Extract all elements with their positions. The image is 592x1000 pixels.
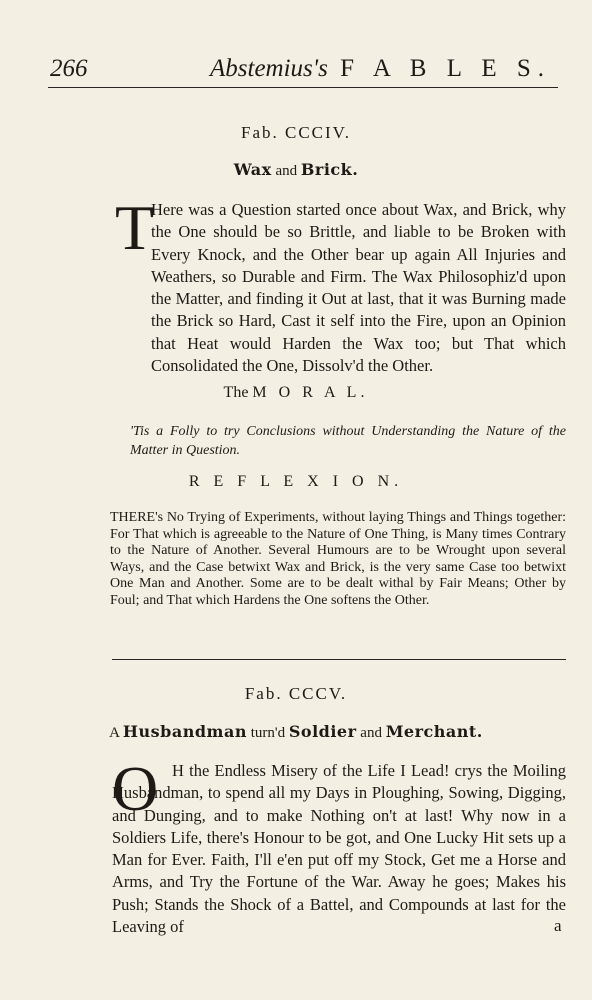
fable-body-text: H the Endless Misery of the Life I Lead! crys the Moiling Husbandman, to spend all my Days in Ploughing, Sowing, Digging, and Dunging, and to make Nothing on't at last! Why now in a Soldiers Life, there's Honour to be got, and One Lucky Hit sets up a Man for Ever. Faith, I'll e'en put off my Stock, Get me a Horse and Arms, and Try the Fortune of the War. Away he goes; Makes his Push; Stands the Shock of a Battel, and Compounds at last for the Leaving of (112, 761, 566, 937)
fable-title-article: A (109, 725, 120, 741)
fable-title-word: Merchant. (385, 722, 483, 741)
running-title-author: Abstemius's (210, 55, 328, 82)
fable-title-turnd: turn'd (250, 725, 286, 741)
fable-title-word: Husbandman (122, 722, 247, 741)
fable-title-word: Wax (233, 160, 272, 179)
fable-title-and: and (275, 163, 298, 179)
drop-cap: O (112, 753, 159, 824)
running-head (50, 55, 556, 85)
fable-title-word: Brick. (300, 160, 359, 179)
fable-body (151, 199, 566, 377)
fable-title (0, 160, 592, 180)
fable-body-text: Here was a Question started once about Wax, and Brick, why the One should be so Brittle, and liable to be Broken with Every Knock, and the Other bear up again All Injuries and Weathers, so Durable and Firm. The Wax Philosophiz'd upon the Matter, and finding it Out at last, that it was Burning made the Brick so Hard, Cast it self into the Fire, upon an Opinion that Heat would Harden the Wax too; but That which Consolidated the One, Dissolv'd the Other. (151, 200, 566, 376)
fable-number: Fab. CCCV. (244, 684, 348, 703)
catchword: a (554, 916, 562, 935)
drop-cap: T (115, 192, 155, 263)
fable-number: Fab. CCCIV. (240, 123, 351, 142)
moral-heading-the: The (223, 384, 249, 401)
reflexion-heading: R E F L E X I O N. (188, 473, 404, 490)
running-title (210, 55, 551, 83)
fable-title-and: and (360, 725, 382, 741)
header-rule (48, 87, 558, 88)
fable-body (112, 760, 566, 938)
moral-text: 'Tis a Folly to try Conclusions without Understanding the Nature of the Matter in Question. (130, 424, 566, 458)
moral-heading (0, 384, 592, 402)
running-title-fables: F A B L E S. (340, 55, 552, 82)
reflexion-text: THERE's No Trying of Experiments, without laying Things and Things together: For That which is agreeable to the Nature of One Thing, is Many times Contrary to the Nature of Another. Several Humours are to be Wrought upon several Ways, and the Case betwixt Wax and Brick, is the very same Case too betwixt One Man and Another. Some are to be dealt withal by Fair Means; Other by Foul; and That which Hardens the One softens the Other. (110, 510, 566, 608)
fable-title (0, 722, 592, 742)
section-divider (112, 659, 566, 660)
fable-title-word: Soldier (288, 722, 357, 741)
page-number: 266 (50, 55, 88, 82)
moral-heading-word: M O R A L. (252, 384, 369, 401)
